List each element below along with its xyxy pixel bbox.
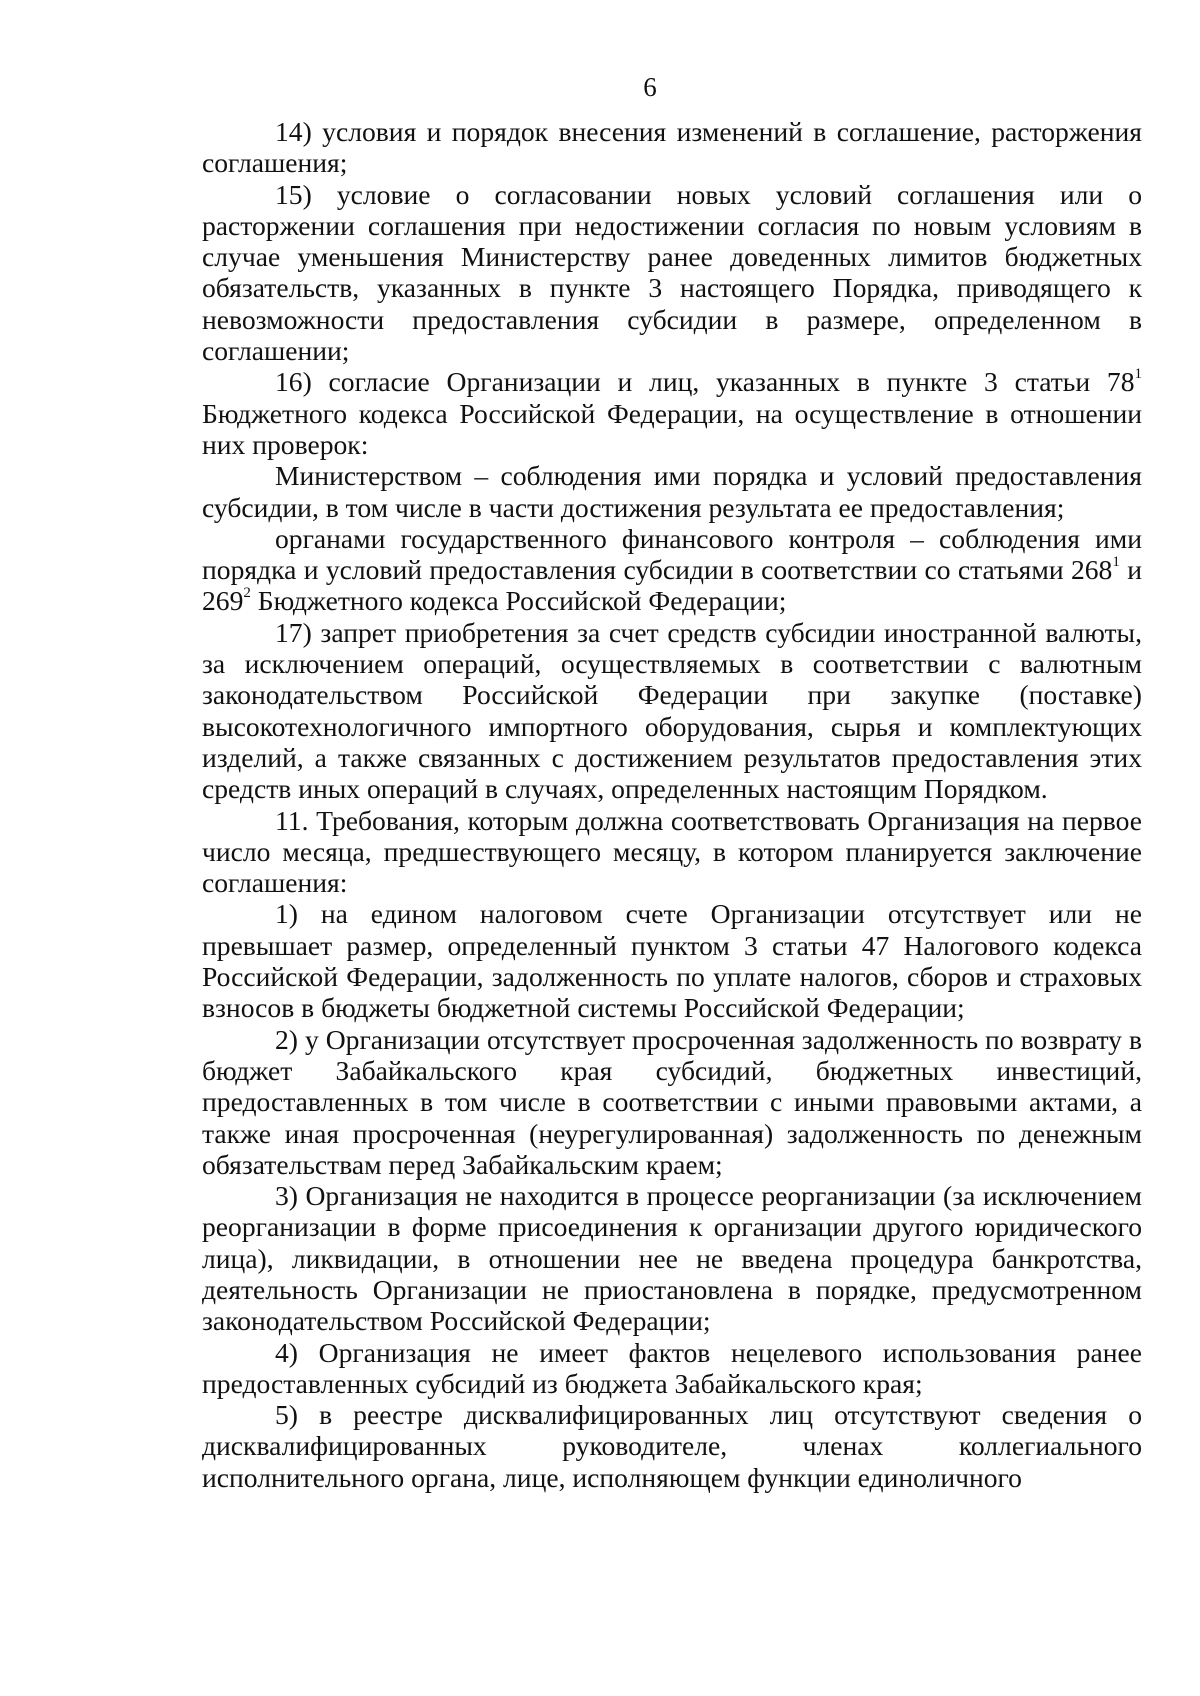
paragraph-requirement-5: 5) в реестре дисквалифицированных лиц отсутствуют сведения о дисквалифицированных руководителе, членах коллегиального исполнительного органа, лице, исполняющем функции единоличного [202,1399,1142,1493]
paragraph-text: органами государственного финансового контроля – соблюдения ими порядка и условий предоставления субсидии в соответствии со статьями 268 [202,522,1142,586]
paragraph-item-14: 14) условия и порядок внесения изменений в соглашение, расторжения соглашения; [202,116,1142,179]
document-body [202,116,1142,1493]
paragraph-text: Бюджетного кодекса Российской Федерации, на осуществление в отношении них проверок: [202,397,1142,460]
paragraph-item-16 [202,366,1142,460]
paragraph-requirement-4: 4) Организация не имеет фактов нецелевого использования ранее предоставленных субсидий из бюджета Забайкальского края; [202,1336,1142,1399]
superscript-index: 2 [243,585,251,602]
paragraph-section-11: 11. Требования, которым должна соответствовать Организация на первое число месяца, предшествующего месяцу, в котором планируется заключение соглашения: [202,804,1142,899]
paragraph-text: Бюджетного кодекса Российской Федерации; [250,585,787,617]
paragraph-requirement-3: 3) Организация не находится в процессе реорганизации (за исключением реорганизации в форме присоединения к организации другого юридического лица), ликвидации, в отношении нее не введена процедура банкротства, деятельность Организации не приостановлена в порядке, предусмотренном законодательством Российской Федерации; [202,1180,1142,1337]
paragraph-text: 16) согласие Организации и лиц, указанных в пункте 3 статьи 78 [275,366,1135,398]
paragraph-text: и 269 [202,554,1142,617]
paragraph-financial-control-check [202,523,1142,617]
page-number: 6 [643,72,657,102]
paragraph-ministry-check: Министерством – соблюдения ими порядка и условий предоставления субсидии, в том числе в части достижения результата ее предоставления; [202,460,1142,523]
superscript-index: 1 [1134,366,1142,383]
superscript-index: 1 [1112,553,1120,570]
paragraph-requirement-1: 1) на едином налоговом счете Организации отсутствует или не превышает размер, определенный пунктом 3 статьи 47 Налогового кодекса Российской Федерации, задолженность по уплате налогов, сборов и страховых взносов в бюджеты бюджетной системы Российской Федерации; [202,898,1142,1024]
paragraph-item-17: 17) запрет приобретения за счет средств субсидии иностранной валюты, за исключением операций, осуществляемых в соответствии с валютным законодательством Российской Федерации при закупке (поставке) высокотехнологичного импортного оборудования, сырья и комплектующих изделий, а также связанных с достижением результатов предоставления этих средств иных операций в случаях, определенных настоящим Порядком. [202,616,1142,805]
paragraph-requirement-2: 2) у Организации отсутствует просроченная задолженность по возврату в бюджет Забайкальского края субсидий, бюджетных инвестиций, предоставленных в том числе в соответствии с иными правовыми актами, а также иная просроченная (неурегулированная) задолженность по денежным обязательствам перед Забайкальским краем; [202,1023,1142,1180]
paragraph-item-15: 15) условие о согласовании новых условий соглашения или о расторжении соглашения при недостижении согласия по новым условиям в случае уменьшения Министерству ранее доведенных лимитов бюджетных обязательств, указанных в пункте 3 настоящего Порядка, приводящего к невозможности предоставления субсидии в размере, определенном в соглашении; [202,178,1142,367]
